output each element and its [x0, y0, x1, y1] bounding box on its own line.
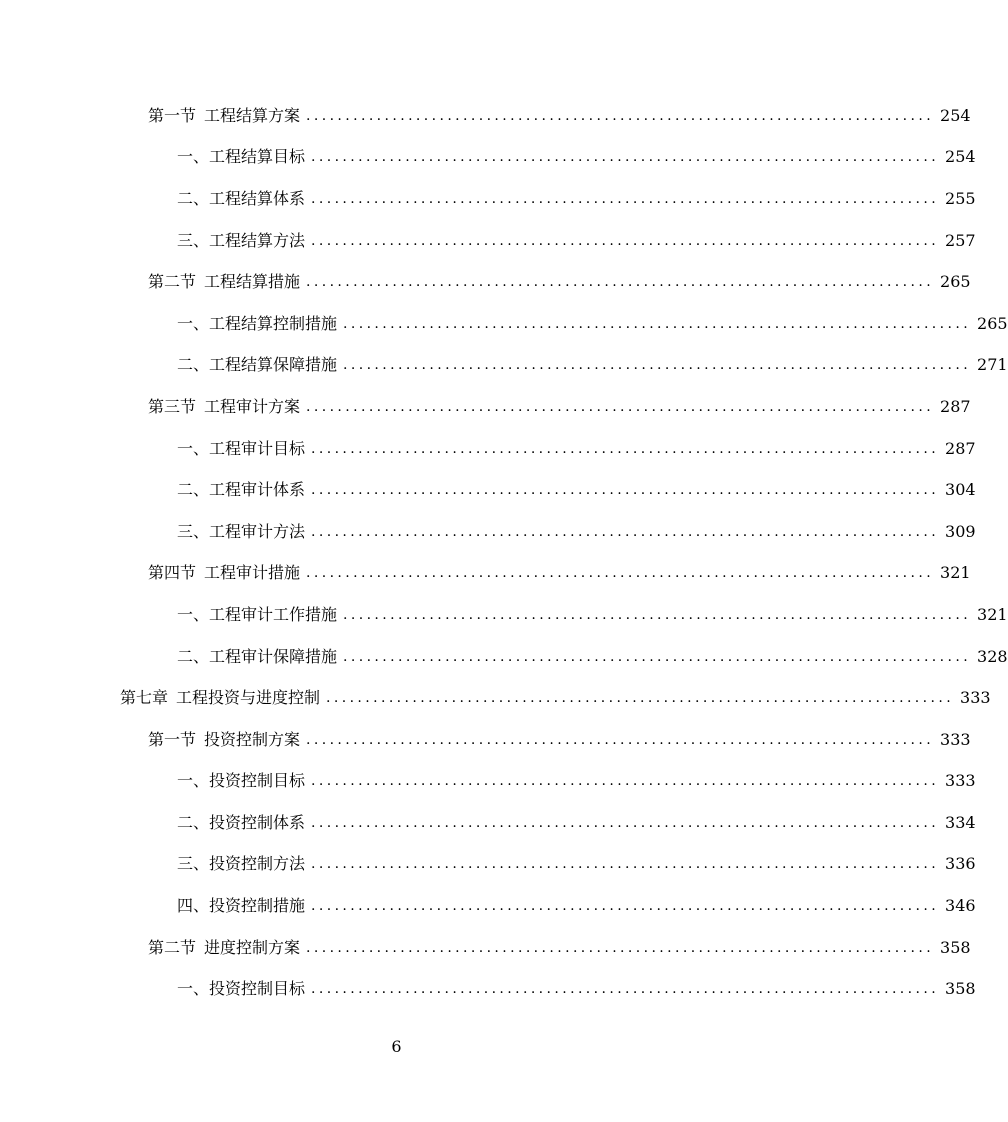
toc-entry[interactable]	[0, 927, 971, 969]
toc-entry-prefix: 二、	[177, 355, 210, 375]
toc-entry-page: 334	[945, 812, 976, 832]
toc-entry-page: 257	[945, 230, 976, 250]
dot-leader: ................................................................................	[306, 398, 935, 415]
toc-entry[interactable]	[0, 428, 976, 470]
dot-leader: ................................................................................	[306, 107, 935, 124]
toc-entry-title	[177, 355, 337, 375]
toc-entry-title	[177, 854, 305, 874]
toc-entry-page: 321	[940, 563, 971, 583]
toc-entry-title	[148, 397, 300, 417]
toc-entry-page: 333	[945, 771, 976, 791]
toc-entry-prefix: 二、	[177, 646, 210, 666]
toc-entry-page: 287	[945, 438, 976, 458]
toc-entry-title	[148, 730, 300, 750]
dot-leader: ................................................................................	[311, 190, 940, 207]
dot-leader: ................................................................................	[311, 440, 940, 457]
dot-leader: ................................................................................	[311, 523, 940, 540]
dot-leader: ................................................................................	[311, 232, 940, 249]
toc-entry-page: 254	[940, 105, 971, 125]
toc-entry[interactable]	[0, 386, 971, 428]
toc-entry-title	[177, 605, 337, 625]
toc-entry-title	[177, 896, 305, 916]
toc-entry-prefix: 第一节	[148, 729, 197, 749]
toc-entry-prefix: 一、	[177, 979, 210, 999]
toc-entry-title	[148, 938, 300, 958]
toc-entry-text: 工程结算措施	[204, 272, 301, 292]
toc-entry-prefix: 一、	[177, 771, 210, 791]
toc-entry[interactable]	[0, 968, 976, 1010]
toc-entry-text: 工程审计方案	[204, 396, 301, 416]
toc-entry-text: 工程审计工作措施	[209, 604, 338, 624]
dot-leader: ................................................................................	[311, 814, 940, 831]
toc-entry[interactable]	[0, 677, 991, 719]
toc-entry-text: 工程结算保障措施	[209, 355, 338, 375]
toc-entry-text: 工程投资与进度控制	[176, 688, 321, 708]
toc-entry-prefix: 二、	[177, 480, 210, 500]
toc-entry[interactable]	[0, 636, 1008, 678]
toc-entry-page: 287	[940, 396, 971, 416]
toc-entry[interactable]	[0, 178, 976, 220]
toc-entry[interactable]	[0, 95, 971, 137]
toc-entry-text: 工程审计方法	[209, 521, 306, 541]
toc-entry[interactable]	[0, 802, 976, 844]
toc-entry-page: 309	[945, 521, 976, 541]
toc-entry-text: 投资控制目标	[209, 771, 306, 791]
toc-entry[interactable]	[0, 719, 971, 761]
toc-entry-page: 254	[945, 147, 976, 167]
toc-entry-page: 265	[940, 272, 971, 292]
dot-leader: ................................................................................	[306, 939, 935, 956]
toc-entry-page: 271	[977, 355, 1008, 375]
toc-entry-title	[177, 647, 337, 667]
toc-entry-text: 投资控制目标	[209, 979, 306, 999]
toc-entry-title	[177, 147, 305, 167]
page-number: 6	[391, 1037, 402, 1056]
toc-entry-prefix: 三、	[177, 230, 210, 250]
toc-entry[interactable]	[0, 844, 976, 886]
toc-entry-prefix: 四、	[177, 896, 210, 916]
toc-entry-page: 358	[945, 979, 976, 999]
toc-entry[interactable]	[0, 303, 1008, 345]
toc-entry-prefix: 三、	[177, 854, 210, 874]
toc-entry-text: 工程结算控制措施	[209, 313, 338, 333]
dot-leader: ................................................................................	[343, 606, 972, 623]
toc-entry-prefix: 第七章	[120, 688, 169, 708]
toc-entry-page: 304	[945, 480, 976, 500]
toc-entry[interactable]	[0, 594, 1008, 636]
toc-entry-page: 328	[977, 646, 1008, 666]
toc-entry-title	[177, 439, 305, 459]
toc-entry[interactable]	[0, 511, 976, 553]
toc-entry-page: 336	[945, 854, 976, 874]
toc-entry-text: 工程审计保障措施	[209, 646, 338, 666]
toc-entry-title	[148, 272, 300, 292]
dot-leader: ................................................................................	[343, 357, 972, 374]
toc-entry[interactable]	[0, 553, 971, 595]
toc-entry-title	[148, 106, 300, 126]
toc-entry-text: 工程审计目标	[209, 438, 306, 458]
dot-leader: ................................................................................	[311, 898, 940, 915]
toc-entry[interactable]	[0, 345, 1008, 387]
dot-leader: ................................................................................	[306, 731, 935, 748]
toc-entry-text: 工程结算目标	[209, 147, 306, 167]
toc-entry-page: 333	[940, 729, 971, 749]
dot-leader: ................................................................................	[311, 856, 940, 873]
toc-entry-text: 投资控制措施	[209, 896, 306, 916]
toc-entry-title	[177, 480, 305, 500]
toc-entry-prefix: 一、	[177, 147, 210, 167]
toc-entry-prefix: 第二节	[148, 937, 197, 957]
toc-entry-prefix: 第四节	[148, 563, 197, 583]
toc-entry-text: 工程结算体系	[209, 188, 306, 208]
dot-leader: ................................................................................	[326, 690, 955, 707]
toc-entry-prefix: 二、	[177, 812, 210, 832]
toc-entry[interactable]	[0, 761, 976, 803]
toc-entry-text: 工程结算方法	[209, 230, 306, 250]
toc-entry-prefix: 一、	[177, 313, 210, 333]
toc-entry-title	[177, 522, 305, 542]
dot-leader: ................................................................................	[311, 149, 940, 166]
toc-entry-title	[148, 563, 300, 583]
toc-entry-page: 265	[977, 313, 1008, 333]
toc-entry-page: 358	[940, 937, 971, 957]
toc-entry-text: 投资控制方法	[209, 854, 306, 874]
dot-leader: ................................................................................	[311, 482, 940, 499]
toc-entry-page: 333	[960, 688, 991, 708]
toc-entry-title	[177, 231, 305, 251]
table-of-contents	[0, 95, 1008, 1010]
toc-entry-text: 工程审计体系	[209, 480, 306, 500]
toc-entry-title	[177, 189, 305, 209]
toc-entry-title	[120, 688, 320, 708]
toc-entry-page: 346	[945, 896, 976, 916]
toc-entry[interactable]	[0, 220, 976, 262]
toc-entry[interactable]	[0, 885, 976, 927]
toc-entry-text: 投资控制体系	[209, 812, 306, 832]
dot-leader: ................................................................................	[306, 565, 935, 582]
toc-entry[interactable]	[0, 137, 976, 179]
toc-entry-prefix: 第三节	[148, 396, 197, 416]
toc-entry-prefix: 第一节	[148, 105, 197, 125]
toc-entry-title	[177, 979, 305, 999]
dot-leader: ................................................................................	[343, 648, 972, 665]
toc-entry-prefix: 一、	[177, 438, 210, 458]
toc-entry-page: 255	[945, 188, 976, 208]
toc-entry-prefix: 三、	[177, 521, 210, 541]
toc-entry-prefix: 二、	[177, 188, 210, 208]
toc-entry-title	[177, 771, 305, 791]
toc-entry-text: 进度控制方案	[204, 937, 301, 957]
toc-entry-page: 321	[977, 604, 1008, 624]
toc-entry-prefix: 一、	[177, 604, 210, 624]
dot-leader: ................................................................................	[311, 773, 940, 790]
toc-entry-text: 工程结算方案	[204, 105, 301, 125]
toc-entry-title	[177, 314, 337, 334]
dot-leader: ................................................................................	[343, 315, 972, 332]
toc-entry-text: 投资控制方案	[204, 729, 301, 749]
toc-entry[interactable]	[0, 261, 971, 303]
toc-entry[interactable]	[0, 469, 976, 511]
toc-entry-title	[177, 813, 305, 833]
dot-leader: ................................................................................	[306, 274, 935, 291]
toc-entry-text: 工程审计措施	[204, 563, 301, 583]
dot-leader: ................................................................................	[311, 981, 940, 998]
toc-entry-prefix: 第二节	[148, 272, 197, 292]
